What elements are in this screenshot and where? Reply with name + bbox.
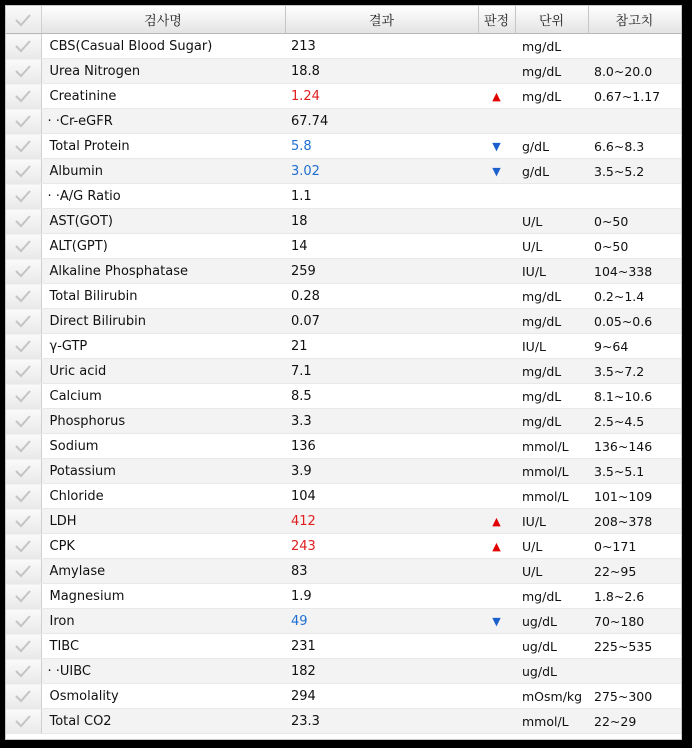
result-cell: 1.1 (285, 184, 478, 209)
table-row[interactable] (6, 334, 681, 359)
row-checkbox[interactable] (6, 109, 41, 134)
table-row[interactable] (6, 234, 681, 259)
table-row[interactable] (6, 559, 681, 584)
checkmark-icon (14, 313, 32, 329)
table-row[interactable] (6, 359, 681, 384)
unit-cell: mg/dL (515, 34, 588, 59)
judgement-cell (478, 209, 515, 234)
result-cell: 412 (285, 509, 478, 534)
unit-cell: U/L (515, 209, 588, 234)
checkmark-icon (14, 563, 32, 579)
reference-cell (588, 109, 681, 134)
reference-cell: 1.8~2.6 (588, 584, 681, 609)
unit-cell: mg/dL (515, 84, 588, 109)
test-name-cell: Amylase (41, 559, 285, 584)
reference-cell: 3.5~5.2 (588, 159, 681, 184)
row-checkbox[interactable] (6, 509, 41, 534)
test-name-cell: CBS(Casual Blood Sugar) (41, 34, 285, 59)
row-checkbox[interactable] (6, 634, 41, 659)
row-checkbox[interactable] (6, 209, 41, 234)
row-checkbox[interactable] (6, 284, 41, 309)
checkmark-icon (14, 12, 32, 28)
table-row[interactable] (6, 259, 681, 284)
result-cell: 67.74 (285, 109, 478, 134)
result-cell: 3.9 (285, 459, 478, 484)
unit-cell: ug/dL (515, 609, 588, 634)
column-header-unit[interactable]: 단위 (515, 6, 588, 34)
result-cell: 1.24 (285, 84, 478, 109)
reference-cell: 22~29 (588, 709, 681, 734)
unit-cell (515, 109, 588, 134)
result-cell: 0.07 (285, 309, 478, 334)
results-table (6, 6, 682, 734)
table-row[interactable] (6, 659, 681, 684)
result-cell: 7.1 (285, 359, 478, 384)
unit-cell: U/L (515, 534, 588, 559)
judgement-cell (478, 409, 515, 434)
test-name-cell: Total Bilirubin (41, 284, 285, 309)
judgement-cell (478, 634, 515, 659)
unit-cell: mg/dL (515, 59, 588, 84)
result-cell: 5.8 (285, 134, 478, 159)
test-name-cell: Iron (41, 609, 285, 634)
checkmark-icon (14, 638, 32, 654)
row-checkbox[interactable] (6, 309, 41, 334)
row-checkbox[interactable] (6, 159, 41, 184)
unit-cell: U/L (515, 234, 588, 259)
checkmark-icon (14, 438, 32, 454)
checkmark-icon (14, 688, 32, 704)
row-checkbox[interactable] (6, 259, 41, 284)
test-name-cell: Magnesium (41, 584, 285, 609)
test-name-cell: Calcium (41, 384, 285, 409)
unit-cell: mg/dL (515, 409, 588, 434)
table-row[interactable] (6, 59, 681, 84)
test-name-cell: Uric acid (41, 359, 285, 384)
judgement-cell (478, 259, 515, 284)
row-checkbox[interactable] (6, 134, 41, 159)
test-name-cell: Total Protein (41, 134, 285, 159)
reference-cell: 22~95 (588, 559, 681, 584)
lab-results-grid (5, 5, 682, 740)
table-row[interactable] (6, 109, 681, 134)
test-name-cell: Alkaline Phosphatase (41, 259, 285, 284)
reference-cell: 0.67~1.17 (588, 84, 681, 109)
table-row[interactable] (6, 309, 681, 334)
judgement-cell: ▼ (478, 134, 515, 159)
row-checkbox[interactable] (6, 184, 41, 209)
checkmark-icon (14, 238, 32, 254)
column-header-reference[interactable]: 참고치 (588, 6, 681, 34)
result-cell: 294 (285, 684, 478, 709)
row-checkbox[interactable] (6, 409, 41, 434)
checkmark-icon (14, 413, 32, 429)
unit-cell: mmol/L (515, 709, 588, 734)
unit-cell: mmol/L (515, 484, 588, 509)
unit-cell (515, 184, 588, 209)
column-header-judgement[interactable]: 판정 (478, 6, 515, 34)
table-row[interactable] (6, 384, 681, 409)
result-cell: 23.3 (285, 709, 478, 734)
result-cell: 8.5 (285, 384, 478, 409)
row-checkbox[interactable] (6, 559, 41, 584)
table-row[interactable] (6, 484, 681, 509)
judgement-cell (478, 709, 515, 734)
table-row[interactable] (6, 459, 681, 484)
test-name-cell: · ·UIBC (41, 659, 285, 684)
row-checkbox[interactable] (6, 484, 41, 509)
row-checkbox[interactable] (6, 334, 41, 359)
unit-cell: mg/dL (515, 384, 588, 409)
reference-cell: 0~171 (588, 534, 681, 559)
checkmark-icon (14, 38, 32, 54)
row-checkbox[interactable] (6, 84, 41, 109)
select-all-checkbox[interactable] (6, 6, 41, 34)
judgement-cell (478, 384, 515, 409)
test-name-cell: Creatinine (41, 84, 285, 109)
reference-cell: 2.5~4.5 (588, 409, 681, 434)
reference-cell: 3.5~7.2 (588, 359, 681, 384)
judgement-cell (478, 434, 515, 459)
result-cell: 14 (285, 234, 478, 259)
checkmark-icon (14, 213, 32, 229)
unit-cell: mmol/L (515, 434, 588, 459)
checkmark-icon (14, 288, 32, 304)
checkmark-icon (14, 113, 32, 129)
row-checkbox[interactable] (6, 34, 41, 59)
row-checkbox[interactable] (6, 59, 41, 84)
judgement-cell (478, 34, 515, 59)
checkmark-icon (14, 613, 32, 629)
judgement-cell (478, 359, 515, 384)
judgement-cell (478, 684, 515, 709)
test-name-cell: Potassium (41, 459, 285, 484)
reference-cell: 0.2~1.4 (588, 284, 681, 309)
result-cell: 136 (285, 434, 478, 459)
test-name-cell: Osmolality (41, 684, 285, 709)
test-name-cell: Sodium (41, 434, 285, 459)
test-name-cell: ALT(GPT) (41, 234, 285, 259)
table-row[interactable] (6, 709, 681, 734)
result-cell: 18 (285, 209, 478, 234)
judgement-cell: ▼ (478, 609, 515, 634)
table-row[interactable] (6, 409, 681, 434)
table-row[interactable] (6, 34, 681, 59)
checkmark-icon (14, 513, 32, 529)
table-row[interactable] (6, 534, 681, 559)
unit-cell: IU/L (515, 509, 588, 534)
result-cell: 243 (285, 534, 478, 559)
reference-cell: 208~378 (588, 509, 681, 534)
judgement-cell: ▲ (478, 509, 515, 534)
reference-cell (588, 659, 681, 684)
header-row (6, 6, 681, 34)
checkmark-icon (14, 588, 32, 604)
test-name-cell: γ-GTP (41, 334, 285, 359)
unit-cell: g/dL (515, 134, 588, 159)
reference-cell: 275~300 (588, 684, 681, 709)
table-row[interactable] (6, 584, 681, 609)
reference-cell (588, 34, 681, 59)
table-row[interactable] (6, 134, 681, 159)
table-row[interactable] (6, 609, 681, 634)
checkmark-icon (14, 538, 32, 554)
checkmark-icon (14, 263, 32, 279)
table-row[interactable] (6, 209, 681, 234)
unit-cell: ug/dL (515, 634, 588, 659)
unit-cell: mg/dL (515, 284, 588, 309)
reference-cell: 8.1~10.6 (588, 384, 681, 409)
row-checkbox[interactable] (6, 384, 41, 409)
table-row[interactable] (6, 159, 681, 184)
row-checkbox[interactable] (6, 534, 41, 559)
checkmark-icon (14, 463, 32, 479)
row-checkbox[interactable] (6, 584, 41, 609)
judgement-cell (478, 584, 515, 609)
judgement-cell (478, 659, 515, 684)
unit-cell: g/dL (515, 159, 588, 184)
test-name-cell: Direct Bilirubin (41, 309, 285, 334)
reference-cell: 8.0~20.0 (588, 59, 681, 84)
result-cell: 3.02 (285, 159, 478, 184)
reference-cell: 3.5~5.1 (588, 459, 681, 484)
judgement-cell (478, 559, 515, 584)
result-cell: 83 (285, 559, 478, 584)
row-checkbox[interactable] (6, 359, 41, 384)
judgement-cell (478, 184, 515, 209)
result-cell: 213 (285, 34, 478, 59)
result-cell: 104 (285, 484, 478, 509)
judgement-cell (478, 484, 515, 509)
checkmark-icon (14, 388, 32, 404)
judgement-cell (478, 334, 515, 359)
checkmark-icon (14, 338, 32, 354)
table-row[interactable] (6, 684, 681, 709)
column-header-result[interactable]: 결과 (285, 6, 478, 34)
result-cell: 3.3 (285, 409, 478, 434)
reference-cell: 9~64 (588, 334, 681, 359)
reference-cell: 225~535 (588, 634, 681, 659)
judgement-cell: ▼ (478, 159, 515, 184)
judgement-cell (478, 459, 515, 484)
test-name-cell: LDH (41, 509, 285, 534)
reference-cell: 101~109 (588, 484, 681, 509)
reference-cell: 104~338 (588, 259, 681, 284)
row-checkbox[interactable] (6, 684, 41, 709)
unit-cell: mmol/L (515, 459, 588, 484)
reference-cell: 136~146 (588, 434, 681, 459)
table-row[interactable] (6, 84, 681, 109)
test-name-cell: Urea Nitrogen (41, 59, 285, 84)
row-checkbox[interactable] (6, 659, 41, 684)
row-checkbox[interactable] (6, 709, 41, 734)
result-cell: 0.28 (285, 284, 478, 309)
row-checkbox[interactable] (6, 234, 41, 259)
checkmark-icon (14, 163, 32, 179)
judgement-cell (478, 234, 515, 259)
table-row[interactable] (6, 509, 681, 534)
result-cell: 1.9 (285, 584, 478, 609)
result-cell: 259 (285, 259, 478, 284)
reference-cell: 70~180 (588, 609, 681, 634)
test-name-cell: TIBC (41, 634, 285, 659)
result-cell: 49 (285, 609, 478, 634)
test-name-cell: AST(GOT) (41, 209, 285, 234)
checkmark-icon (14, 663, 32, 679)
unit-cell: ug/dL (515, 659, 588, 684)
reference-cell (588, 184, 681, 209)
test-name-cell: Chloride (41, 484, 285, 509)
reference-cell: 6.6~8.3 (588, 134, 681, 159)
checkmark-icon (14, 488, 32, 504)
judgement-cell: ▲ (478, 84, 515, 109)
unit-cell: U/L (515, 559, 588, 584)
unit-cell: IU/L (515, 334, 588, 359)
checkmark-icon (14, 363, 32, 379)
test-name-cell: Total CO2 (41, 709, 285, 734)
judgement-cell: ▲ (478, 534, 515, 559)
judgement-cell (478, 109, 515, 134)
checkmark-icon (14, 138, 32, 154)
result-cell: 182 (285, 659, 478, 684)
reference-cell: 0.05~0.6 (588, 309, 681, 334)
table-row[interactable] (6, 434, 681, 459)
column-header-test-name[interactable]: 검사명 (41, 6, 285, 34)
row-checkbox[interactable] (6, 609, 41, 634)
table-row[interactable] (6, 184, 681, 209)
result-cell: 21 (285, 334, 478, 359)
unit-cell: mOsm/kg (515, 684, 588, 709)
table-row[interactable] (6, 284, 681, 309)
result-cell: 231 (285, 634, 478, 659)
test-name-cell: Phosphorus (41, 409, 285, 434)
reference-cell: 0~50 (588, 209, 681, 234)
unit-cell: mg/dL (515, 359, 588, 384)
unit-cell: mg/dL (515, 584, 588, 609)
result-cell: 18.8 (285, 59, 478, 84)
checkmark-icon (14, 188, 32, 204)
test-name-cell: · ·A/G Ratio (41, 184, 285, 209)
unit-cell: mg/dL (515, 309, 588, 334)
judgement-cell (478, 309, 515, 334)
judgement-cell (478, 284, 515, 309)
checkmark-icon (14, 63, 32, 79)
test-name-cell: Albumin (41, 159, 285, 184)
unit-cell: IU/L (515, 259, 588, 284)
row-checkbox[interactable] (6, 434, 41, 459)
checkmark-icon (14, 88, 32, 104)
table-row[interactable] (6, 634, 681, 659)
test-name-cell: CPK (41, 534, 285, 559)
judgement-cell (478, 59, 515, 84)
reference-cell: 0~50 (588, 234, 681, 259)
checkmark-icon (14, 713, 32, 729)
row-checkbox[interactable] (6, 459, 41, 484)
test-name-cell: · ·Cr-eGFR (41, 109, 285, 134)
